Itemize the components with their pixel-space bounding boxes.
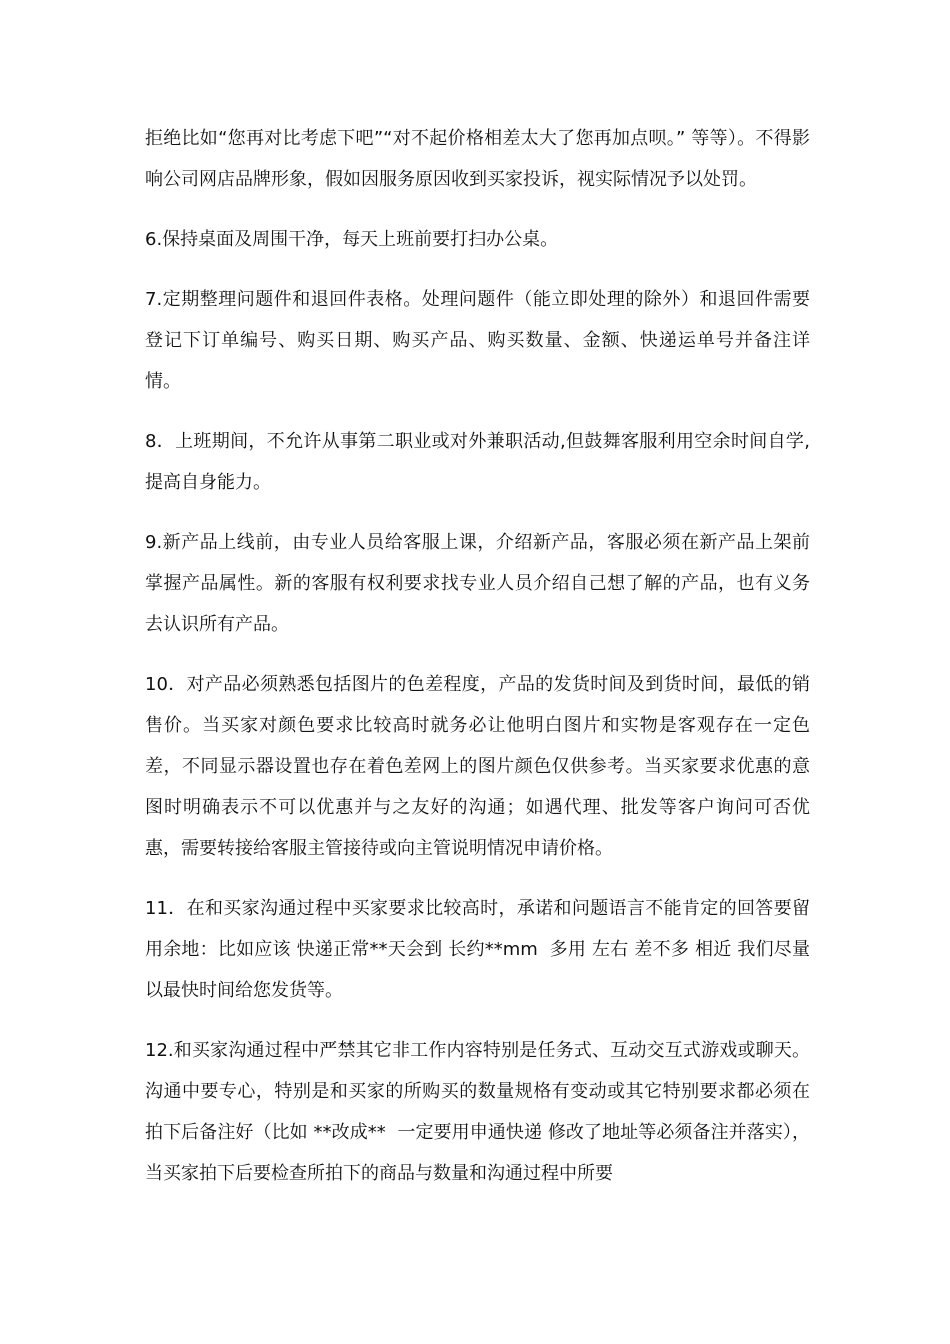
paragraph-item-10: 10．对产品必须熟悉包括图片的色差程度，产品的发货时间及到货时间，最低的销售价。当买家对颜色要求比较高时就务必让他明白图片和实物是客观存在一定色差，不同显示器设置也存在着色差网上的图片颜色仅供参考。当买家要求优惠的意图时明确表示不可以优惠并与之友好的沟通；如遇代理、批发等客户询问可否优惠，需要转接给客服主管接待或向主管说明情况申请价格。 (145, 674, 810, 859)
paragraph-item-7: 7.定期整理问题件和退回件表格。处理问题件（能立即处理的除外）和退回件需要登记下订单编号、购买日期、购买产品、购买数量、金额、快递运单号并备注详情。 (145, 289, 810, 392)
paragraph-item-11: 11．在和买家沟通过程中买家要求比较高时，承诺和问题语言不能肯定的回答要留用余地：比如应该 快递正常**天会到 长约**mm 多用 左右 差不多 相近 我们尽量以最快时间给您发货等。 (145, 898, 810, 1001)
paragraph-item-9: 9.新产品上线前，由专业人员给客服上课，介绍新产品，客服必须在新产品上架前掌握产品属性。新的客服有权利要求找专业人员介绍自己想了解的产品，也有义务去认识所有产品。 (145, 532, 810, 635)
paragraph-refusal-continued: 拒绝比如“您再对比考虑下吧”“对不起价格相差太大了您再加点呗。” 等等）。不得影响公司网店品牌形象，假如因服务原因收到买家投诉，视实际情况予以处罚。 (145, 128, 810, 190)
paragraph-item-6: 6.保持桌面及周围干净，每天上班前要打扫办公桌。 (145, 229, 559, 250)
paragraph-item-8: 8．上班期间，不允许从事第二职业或对外兼职活动,但鼓舞客服利用空余时间自学,提高自身能力。 (145, 431, 810, 493)
document-body (145, 118, 810, 1194)
paragraph-item-12: 12.和买家沟通过程中严禁其它非工作内容特别是任务式、互动交互式游戏或聊天。沟通中要专心，特别是和买家的所购买的数量规格有变动或其它特别要求都必须在拍下后备注好（比如 **改成** 一定要用申通快递 修改了地址等必须备注并落实），当买家拍下后要检查所拍下的商品与数量和沟通过程中所要 (145, 1040, 810, 1184)
